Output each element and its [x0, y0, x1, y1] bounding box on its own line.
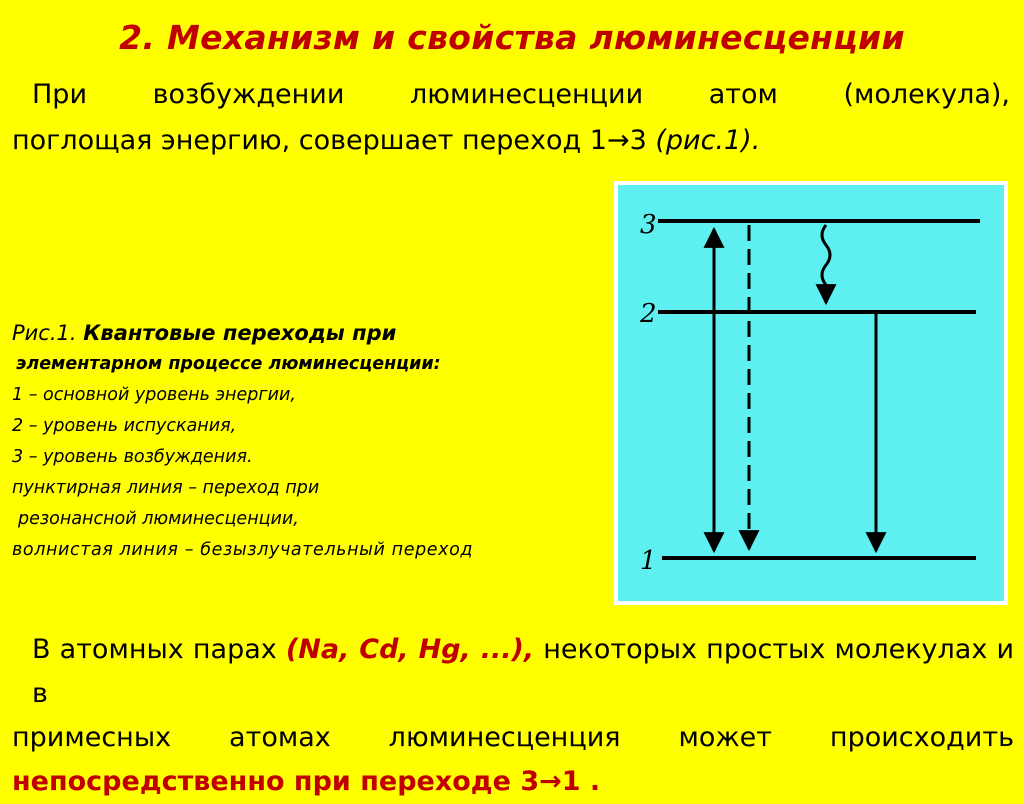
intro-line-2-text: поглощая энергию, совершает переход 1	[12, 125, 607, 156]
caption-label: Рис.1.	[12, 321, 77, 345]
intro-line-2	[12, 125, 760, 156]
bottom-text: некоторых простых молекулах и в	[32, 634, 1014, 709]
caption-item: резонансной люминесценции,	[18, 509, 299, 529]
bottom-line-1	[12, 628, 1014, 716]
intro-line-2-num: 3	[629, 125, 647, 156]
arrow-symbol: →	[539, 766, 562, 797]
bottom-line-3	[12, 766, 600, 797]
diagram-svg	[614, 181, 1008, 605]
bottom-paragraph	[12, 628, 1014, 804]
intro-line-1: При возбуждении люминесценции атом (молекула),	[32, 79, 1010, 110]
diagram-background	[616, 183, 1006, 603]
emphasis-text-end: 1 .	[561, 766, 601, 797]
page-title: 2. Механизм и свойства люминесценции	[119, 18, 905, 57]
intro-paragraph	[12, 72, 1010, 164]
energy-level-diagram	[614, 181, 1008, 605]
caption-item: 3 – уровень возбуждения.	[12, 447, 253, 467]
arrow-symbol: →	[606, 125, 630, 156]
caption-title	[12, 318, 602, 349]
bottom-text: В атомных парах	[32, 634, 277, 665]
caption-title-line-2: элементарном процессе люминесценции:	[16, 354, 441, 374]
level-label-3: 3	[640, 210, 657, 240]
figure-reference: (рис.1).	[655, 125, 761, 156]
level-label-1: 1	[640, 546, 657, 576]
emphasis-text: непосредственно при переходе 3	[12, 766, 540, 797]
caption-item: пунктирная линия – переход при	[12, 478, 320, 498]
caption-title-rest: Квантовые переходы при	[83, 321, 397, 345]
caption-item: 2 – уровень испускания,	[12, 416, 237, 436]
atom-examples: (Na, Cd, Hg, ...),	[285, 634, 535, 665]
caption-item: волнистая линия – безызлучательный переход	[12, 540, 474, 560]
caption-item: 1 – основной уровень энергии,	[12, 385, 296, 405]
figure-caption	[12, 318, 602, 566]
bottom-line-2: примесных атомах люминесценция может происходить	[12, 722, 1014, 753]
level-label-2: 2	[640, 299, 657, 329]
